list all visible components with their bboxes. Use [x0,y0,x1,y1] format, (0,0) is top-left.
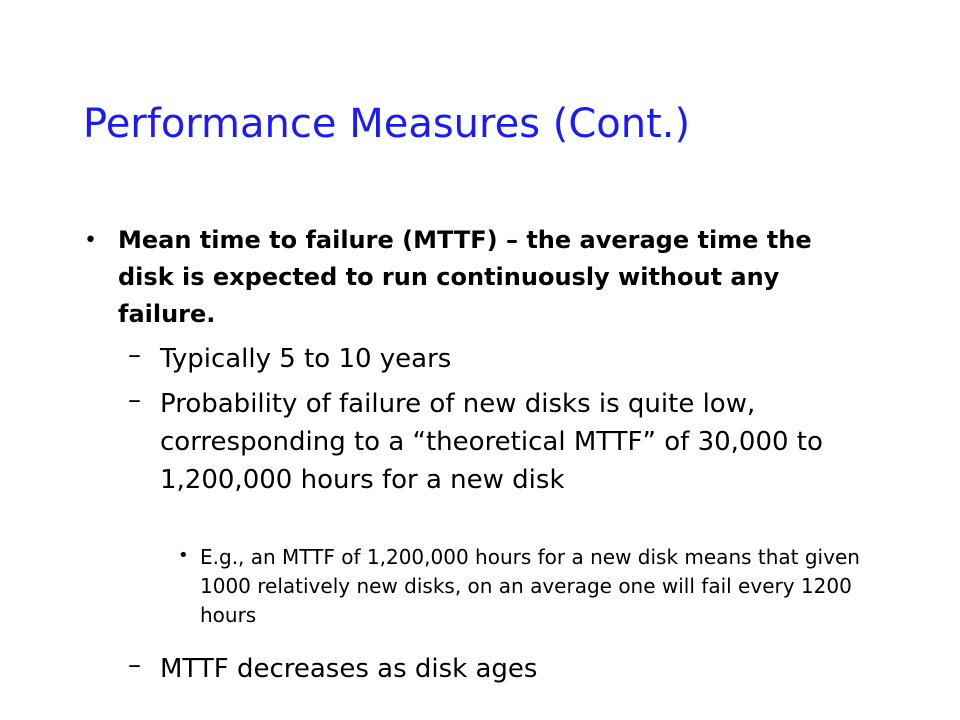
subitem-mttf-decreases: MTTF decreases as disk ages [160,654,538,684]
bullet-mttf-definition: Mean time to failure (MTTF) – the average time the disk is expected to run continuously without any failure. [118,226,812,328]
bullet-marker: • [84,228,97,253]
subitem-probability-failure: Probability of failure of new disks is quite low, corresponding to a “theoretical MTTF” of 30,000 to 1,200,000 hours for a new disk [160,389,823,495]
bullet-marker: • [178,545,189,566]
subitem-example: E.g., an MTTF of 1,200,000 hours for a new disk means that given 1000 relatively new disks, on an average one will fail every 1200 hours [200,545,860,627]
dash-marker: – [128,385,141,415]
subitem-typical-years: Typically 5 to 10 years [160,344,452,374]
slide-title: Performance Measures (Cont.) [83,101,691,147]
dash-marker: – [128,650,141,680]
dash-marker: – [128,340,141,370]
